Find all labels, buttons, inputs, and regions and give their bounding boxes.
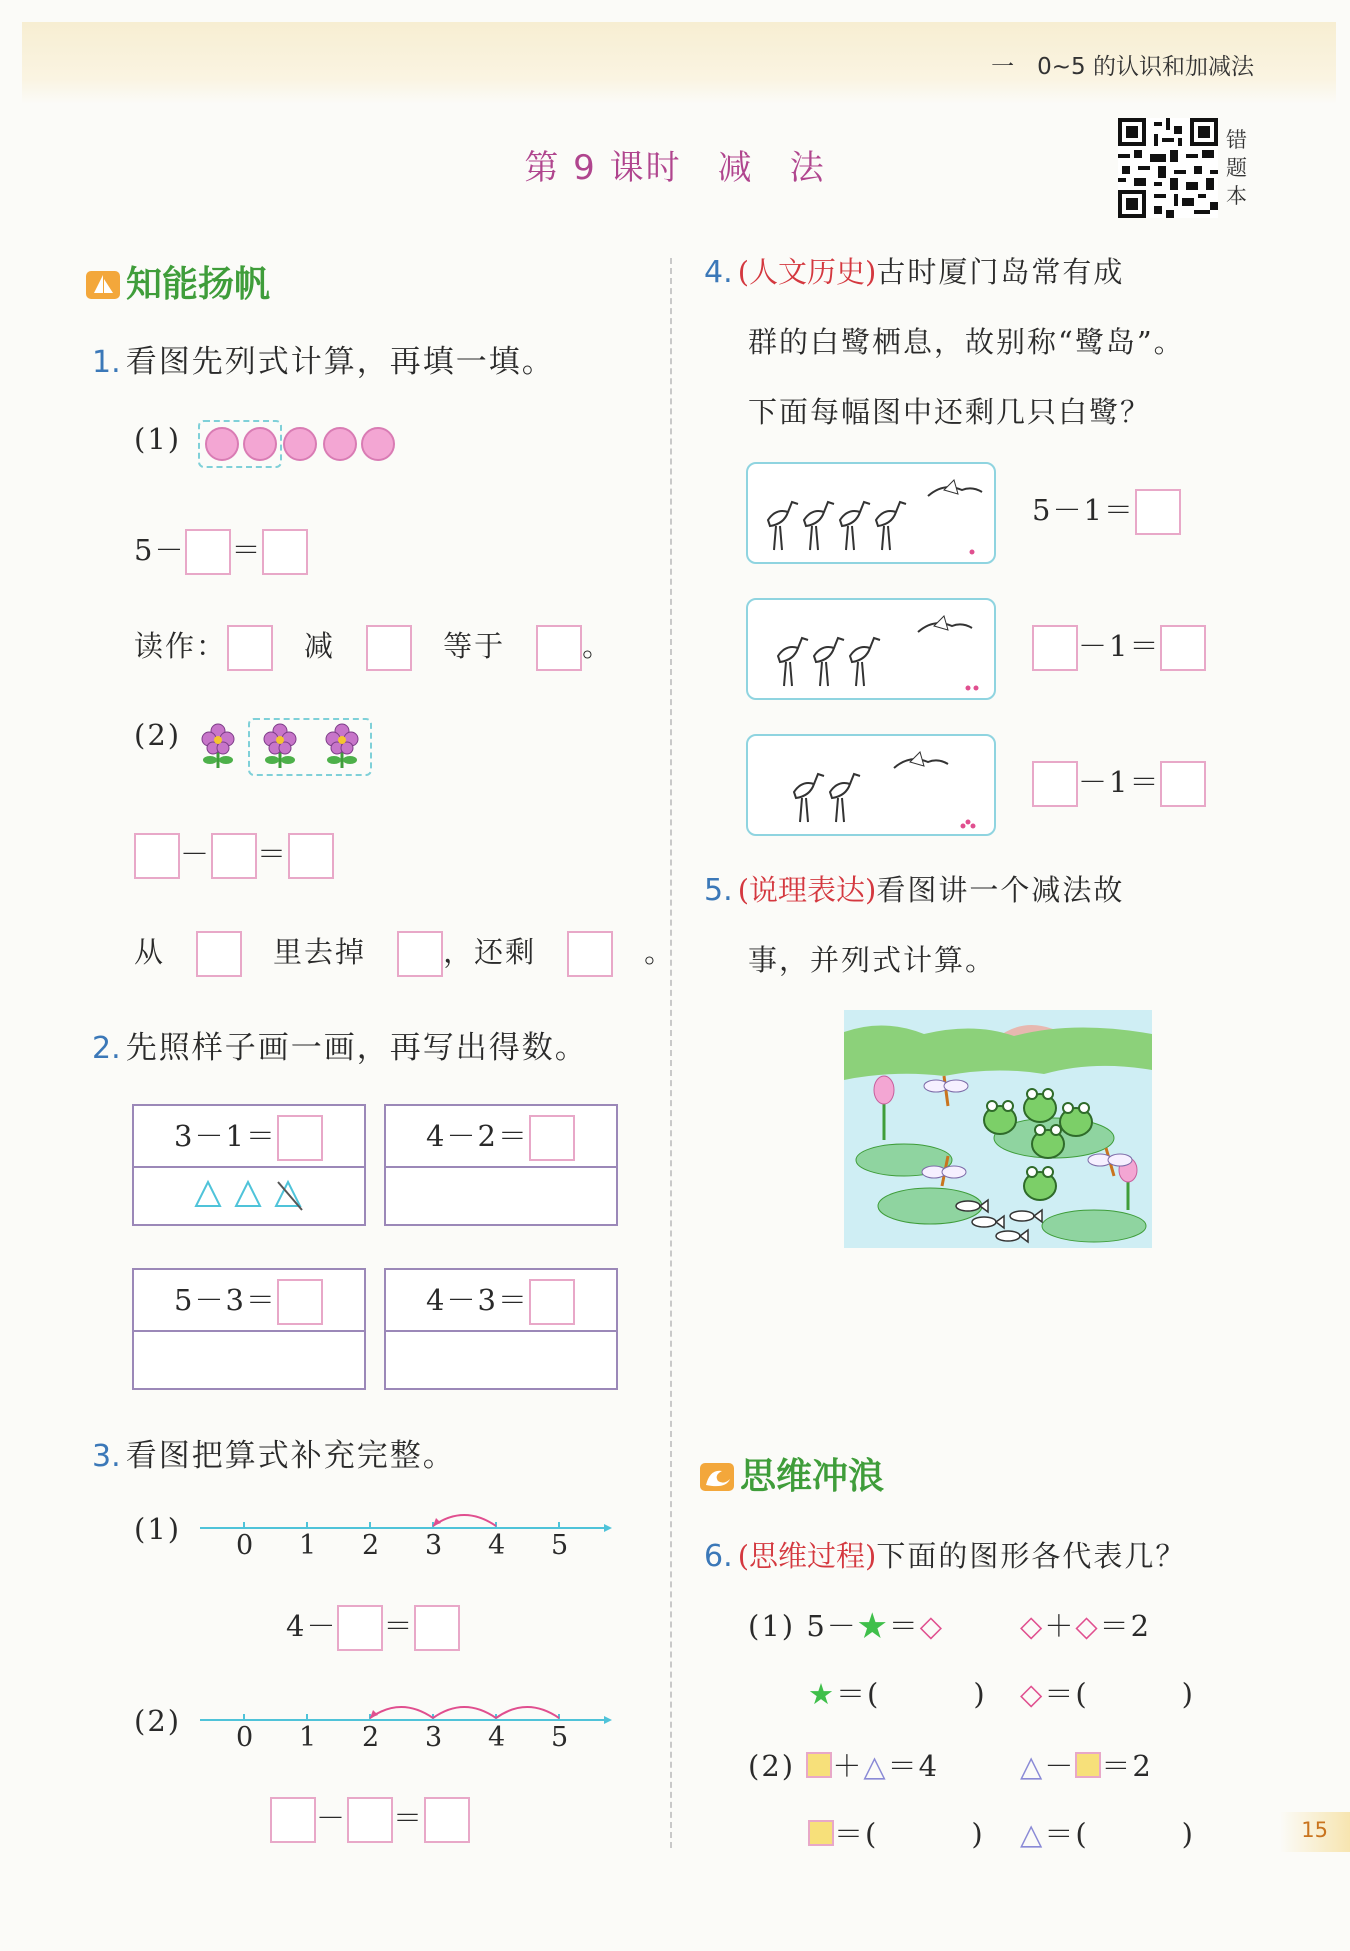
egret-picture bbox=[746, 734, 996, 836]
question-number: 5. bbox=[704, 873, 733, 908]
triangle-icon bbox=[236, 1182, 260, 1206]
equation-text: 5－1＝ bbox=[1032, 493, 1135, 527]
card-equation bbox=[426, 1278, 575, 1325]
egret-icon bbox=[840, 502, 870, 550]
q1-equation-2 bbox=[134, 832, 334, 879]
equals-sign: ＝ bbox=[888, 1609, 920, 1643]
jump-arc bbox=[433, 1515, 496, 1526]
equation-text: 5－3＝ bbox=[174, 1283, 277, 1317]
q6-part2-line1 bbox=[748, 1744, 939, 1785]
circle-icon bbox=[243, 427, 277, 461]
q4-equation-3 bbox=[1032, 760, 1206, 807]
circle-icon bbox=[205, 427, 239, 461]
jump-arc bbox=[370, 1707, 433, 1718]
answer-box[interactable] bbox=[196, 931, 242, 977]
question-number: 3. bbox=[92, 1439, 121, 1474]
question-number: 4. bbox=[704, 255, 733, 290]
answer-box[interactable] bbox=[536, 625, 582, 671]
answer-box[interactable] bbox=[529, 1115, 575, 1161]
answer-paren: ＝( ) bbox=[834, 1817, 985, 1851]
remain-label: ，还剩 bbox=[443, 935, 537, 969]
triangle-icon bbox=[196, 1182, 220, 1206]
period: 。 bbox=[582, 629, 614, 663]
triangles-example bbox=[194, 1178, 314, 1214]
plus-sign: ＋ bbox=[832, 1749, 864, 1783]
frog-icon bbox=[1024, 1167, 1056, 1200]
answer-box[interactable] bbox=[567, 931, 613, 977]
question-text-line2: 群的白鹭栖息，故别称“鹭岛”。 bbox=[748, 325, 1185, 359]
part-label: (1) bbox=[748, 1609, 796, 1643]
equation-text: 3－1＝ bbox=[174, 1119, 277, 1153]
answer-box[interactable] bbox=[424, 1797, 470, 1843]
read-equals: 等于 bbox=[443, 629, 506, 663]
question-3 bbox=[92, 1430, 456, 1475]
q6-square-answer[interactable] bbox=[808, 1812, 985, 1853]
triangle-icon: △ bbox=[1020, 1817, 1045, 1851]
egret-icon bbox=[830, 774, 860, 822]
flying-egret-icon bbox=[928, 480, 982, 496]
triangle-icon: △ bbox=[863, 1749, 888, 1783]
answer-box[interactable] bbox=[397, 931, 443, 977]
tick-label: 1 bbox=[299, 1722, 317, 1753]
question-2 bbox=[92, 1022, 588, 1067]
question-number: 2. bbox=[92, 1031, 121, 1066]
read-minus: 减 bbox=[304, 629, 336, 663]
equation-start: 4－ bbox=[286, 1609, 338, 1643]
tick-label: 0 bbox=[236, 1722, 254, 1753]
flower-icon bbox=[196, 722, 240, 770]
flower-icon bbox=[258, 722, 302, 770]
answer-box[interactable] bbox=[337, 1605, 383, 1651]
q1-equation-1 bbox=[134, 528, 308, 575]
draw-card[interactable] bbox=[384, 1104, 618, 1226]
circle-icon bbox=[323, 427, 357, 461]
q3-part2-label: (2) bbox=[134, 1704, 182, 1738]
q6-part2-eq2 bbox=[1020, 1744, 1153, 1785]
triangle-icon: △ bbox=[1020, 1749, 1045, 1783]
equation-start: 5－ bbox=[134, 533, 186, 567]
q1-part2-label: (2) bbox=[134, 718, 182, 752]
egrets-illustration bbox=[748, 736, 994, 834]
answer-box[interactable] bbox=[1160, 625, 1206, 671]
question-1 bbox=[92, 336, 555, 381]
equation-text: ＝2 bbox=[1101, 1749, 1153, 1783]
equation-text: ＝2 bbox=[1099, 1609, 1152, 1643]
flying-egret-icon bbox=[894, 752, 948, 768]
equation-text: 4－3＝ bbox=[426, 1283, 529, 1317]
question-number: 1. bbox=[92, 345, 121, 380]
section-title: 知能扬帆 bbox=[126, 264, 271, 305]
flowers bbox=[196, 716, 376, 776]
equation-text: 4－2＝ bbox=[426, 1119, 529, 1153]
card-divider bbox=[134, 1330, 364, 1332]
jump-arc bbox=[496, 1707, 559, 1718]
equals-sign: ＝ bbox=[393, 1801, 425, 1835]
part-label: (2) bbox=[748, 1749, 796, 1783]
question-text-line3: 下面每幅图中还剩几只白鹭？ bbox=[748, 395, 1152, 429]
square-icon bbox=[1075, 1752, 1101, 1778]
frog-icon bbox=[1032, 1125, 1064, 1158]
answer-box[interactable] bbox=[366, 625, 412, 671]
answer-box[interactable] bbox=[262, 529, 308, 575]
section-header-thinking bbox=[700, 1448, 884, 1499]
frog-pond-illustration bbox=[844, 1010, 1152, 1248]
egret-icon bbox=[768, 502, 798, 550]
remove-label: 里去掉 bbox=[273, 935, 367, 969]
answer-paren: ＝( ) bbox=[836, 1677, 987, 1711]
minus-sign: － bbox=[316, 1801, 348, 1835]
q6-diamond-answer[interactable] bbox=[1020, 1672, 1195, 1713]
frog-icon bbox=[1024, 1089, 1056, 1122]
equals-sign: ＝ bbox=[231, 533, 263, 567]
question-tag: (人文历史) bbox=[737, 255, 877, 289]
answer-box[interactable] bbox=[227, 625, 273, 671]
draw-card[interactable] bbox=[384, 1268, 618, 1390]
answer-box[interactable] bbox=[1032, 761, 1078, 807]
card-equation bbox=[426, 1114, 575, 1161]
answer-box[interactable] bbox=[347, 1797, 393, 1843]
egret-icon bbox=[850, 638, 880, 686]
draw-card bbox=[132, 1104, 366, 1226]
q6-part1-line1 bbox=[748, 1604, 944, 1645]
q4-equation-1 bbox=[1032, 488, 1181, 535]
minus-sign: － bbox=[1044, 1749, 1076, 1783]
minus-sign: － bbox=[180, 837, 212, 871]
egrets-illustration bbox=[748, 464, 994, 562]
page-number-tab bbox=[1280, 1812, 1350, 1852]
lily-pad-icon bbox=[1042, 1210, 1146, 1242]
tick-label: 0 bbox=[236, 1530, 254, 1561]
diamond-icon: ◇ bbox=[1020, 1677, 1045, 1711]
period: 。 bbox=[644, 935, 676, 969]
card-equation bbox=[174, 1278, 323, 1325]
answer-box[interactable] bbox=[134, 833, 180, 879]
answer-box[interactable] bbox=[529, 1279, 575, 1325]
equals-sign: ＝ bbox=[257, 837, 289, 871]
from-label: 从 bbox=[134, 935, 166, 969]
question-number: 6. bbox=[704, 1539, 733, 1574]
tick-label: 4 bbox=[488, 1722, 506, 1753]
tick-label: 2 bbox=[362, 1530, 380, 1561]
egret-icon bbox=[814, 638, 844, 686]
equals-sign: ＝ bbox=[383, 1609, 415, 1643]
question-tag: (说理表达) bbox=[737, 873, 877, 907]
q3-equation-1 bbox=[286, 1604, 460, 1651]
question-4 bbox=[704, 250, 1264, 291]
card-divider bbox=[386, 1330, 616, 1332]
plus-sign: ＋ bbox=[1044, 1609, 1076, 1643]
q1-from-remove bbox=[134, 930, 675, 977]
answer-box[interactable] bbox=[185, 529, 231, 575]
equation-text: 5－ bbox=[806, 1609, 858, 1643]
sail-icon bbox=[86, 269, 120, 301]
circle-icon bbox=[283, 427, 317, 461]
column-divider bbox=[670, 258, 672, 1848]
answer-paren: ＝( ) bbox=[1044, 1677, 1195, 1711]
card-divider bbox=[134, 1166, 364, 1168]
lesson-title: 第 9 课时 减 法 bbox=[524, 148, 826, 188]
dot-icon bbox=[970, 550, 975, 555]
egret-icon bbox=[804, 502, 834, 550]
question-text-line1: 古时厦门岛常有成 bbox=[876, 255, 1125, 289]
frog-icon bbox=[984, 1101, 1016, 1134]
equation-text: －1＝ bbox=[1078, 765, 1161, 799]
diamond-icon: ◇ bbox=[1075, 1609, 1100, 1643]
circle-icon bbox=[361, 427, 395, 461]
card-divider bbox=[386, 1166, 616, 1168]
star-icon: ★ bbox=[808, 1677, 836, 1711]
answer-box[interactable] bbox=[277, 1279, 323, 1325]
q3-equation-2 bbox=[270, 1796, 470, 1843]
section-title: 思维冲浪 bbox=[740, 1456, 885, 1497]
diamond-icon: ◇ bbox=[1020, 1609, 1045, 1643]
answer-box[interactable] bbox=[277, 1115, 323, 1161]
q6-part1-eq2 bbox=[1020, 1604, 1151, 1645]
flower-icon bbox=[320, 722, 364, 770]
star-icon: ★ bbox=[857, 1609, 889, 1643]
question-tag: (思维过程) bbox=[737, 1539, 877, 1573]
answer-box[interactable] bbox=[1135, 489, 1181, 535]
question-text: 看图把算式补充完整。 bbox=[125, 1438, 456, 1474]
flying-egret-icon bbox=[918, 616, 972, 632]
tick-label: 5 bbox=[551, 1722, 569, 1753]
egret-icon bbox=[794, 774, 824, 822]
q1-read-as bbox=[134, 624, 613, 671]
qr-code-icon[interactable] bbox=[1118, 118, 1218, 218]
q6-star-answer[interactable] bbox=[808, 1672, 987, 1713]
page-number: 15 bbox=[1301, 1818, 1328, 1842]
jump-arc bbox=[433, 1707, 496, 1718]
q6-triangle-answer[interactable] bbox=[1020, 1812, 1195, 1853]
card-equation bbox=[174, 1114, 323, 1161]
tick-label: 4 bbox=[488, 1530, 506, 1561]
question-text-line1: 看图讲一个减法故 bbox=[876, 873, 1125, 907]
question-5 bbox=[704, 868, 1124, 909]
frog-icon bbox=[1060, 1103, 1092, 1136]
egret-picture bbox=[746, 598, 996, 700]
draw-card[interactable] bbox=[132, 1268, 366, 1390]
answer-box[interactable] bbox=[1160, 761, 1206, 807]
answer-box[interactable] bbox=[1032, 625, 1078, 671]
equation-text: ＝4 bbox=[887, 1749, 940, 1783]
square-icon bbox=[806, 1752, 832, 1778]
diamond-icon: ◇ bbox=[919, 1609, 945, 1643]
tick-label: 5 bbox=[551, 1530, 569, 1561]
q3-part1-label: (1) bbox=[134, 1512, 182, 1546]
answer-paren: ＝( ) bbox=[1044, 1817, 1195, 1851]
q1-part1-label: (1) bbox=[134, 422, 182, 456]
answer-box[interactable] bbox=[270, 1797, 316, 1843]
square-icon bbox=[808, 1820, 834, 1846]
egret-icon bbox=[778, 638, 808, 686]
section-header-knowledge bbox=[86, 256, 270, 307]
tick-label: 3 bbox=[425, 1722, 443, 1753]
read-label: 读作： bbox=[134, 629, 228, 663]
qr-label: 错题本 bbox=[1226, 128, 1247, 208]
answer-box[interactable] bbox=[414, 1605, 460, 1651]
q4-equation-2 bbox=[1032, 624, 1206, 671]
tick-label: 2 bbox=[362, 1722, 380, 1753]
tick-label: 1 bbox=[299, 1530, 317, 1561]
question-text: 先照样子画一画，再写出得数。 bbox=[125, 1030, 588, 1066]
chapter-title: 一 0~5 的认识和加减法 bbox=[991, 54, 1254, 80]
question-text: 下面的图形各代表几？ bbox=[876, 1539, 1187, 1573]
answer-box[interactable] bbox=[211, 833, 257, 879]
question-6 bbox=[704, 1534, 1186, 1575]
question-text: 看图先列式计算，再填一填。 bbox=[125, 344, 555, 380]
wave-icon bbox=[700, 1461, 734, 1493]
answer-box[interactable] bbox=[288, 833, 334, 879]
egret-icon bbox=[876, 502, 906, 550]
egrets-illustration bbox=[748, 600, 994, 698]
question-text-line2: 事，并列式计算。 bbox=[748, 943, 997, 977]
egret-picture bbox=[746, 462, 996, 564]
equation-text: －1＝ bbox=[1078, 629, 1161, 663]
tick-label: 3 bbox=[425, 1530, 443, 1561]
